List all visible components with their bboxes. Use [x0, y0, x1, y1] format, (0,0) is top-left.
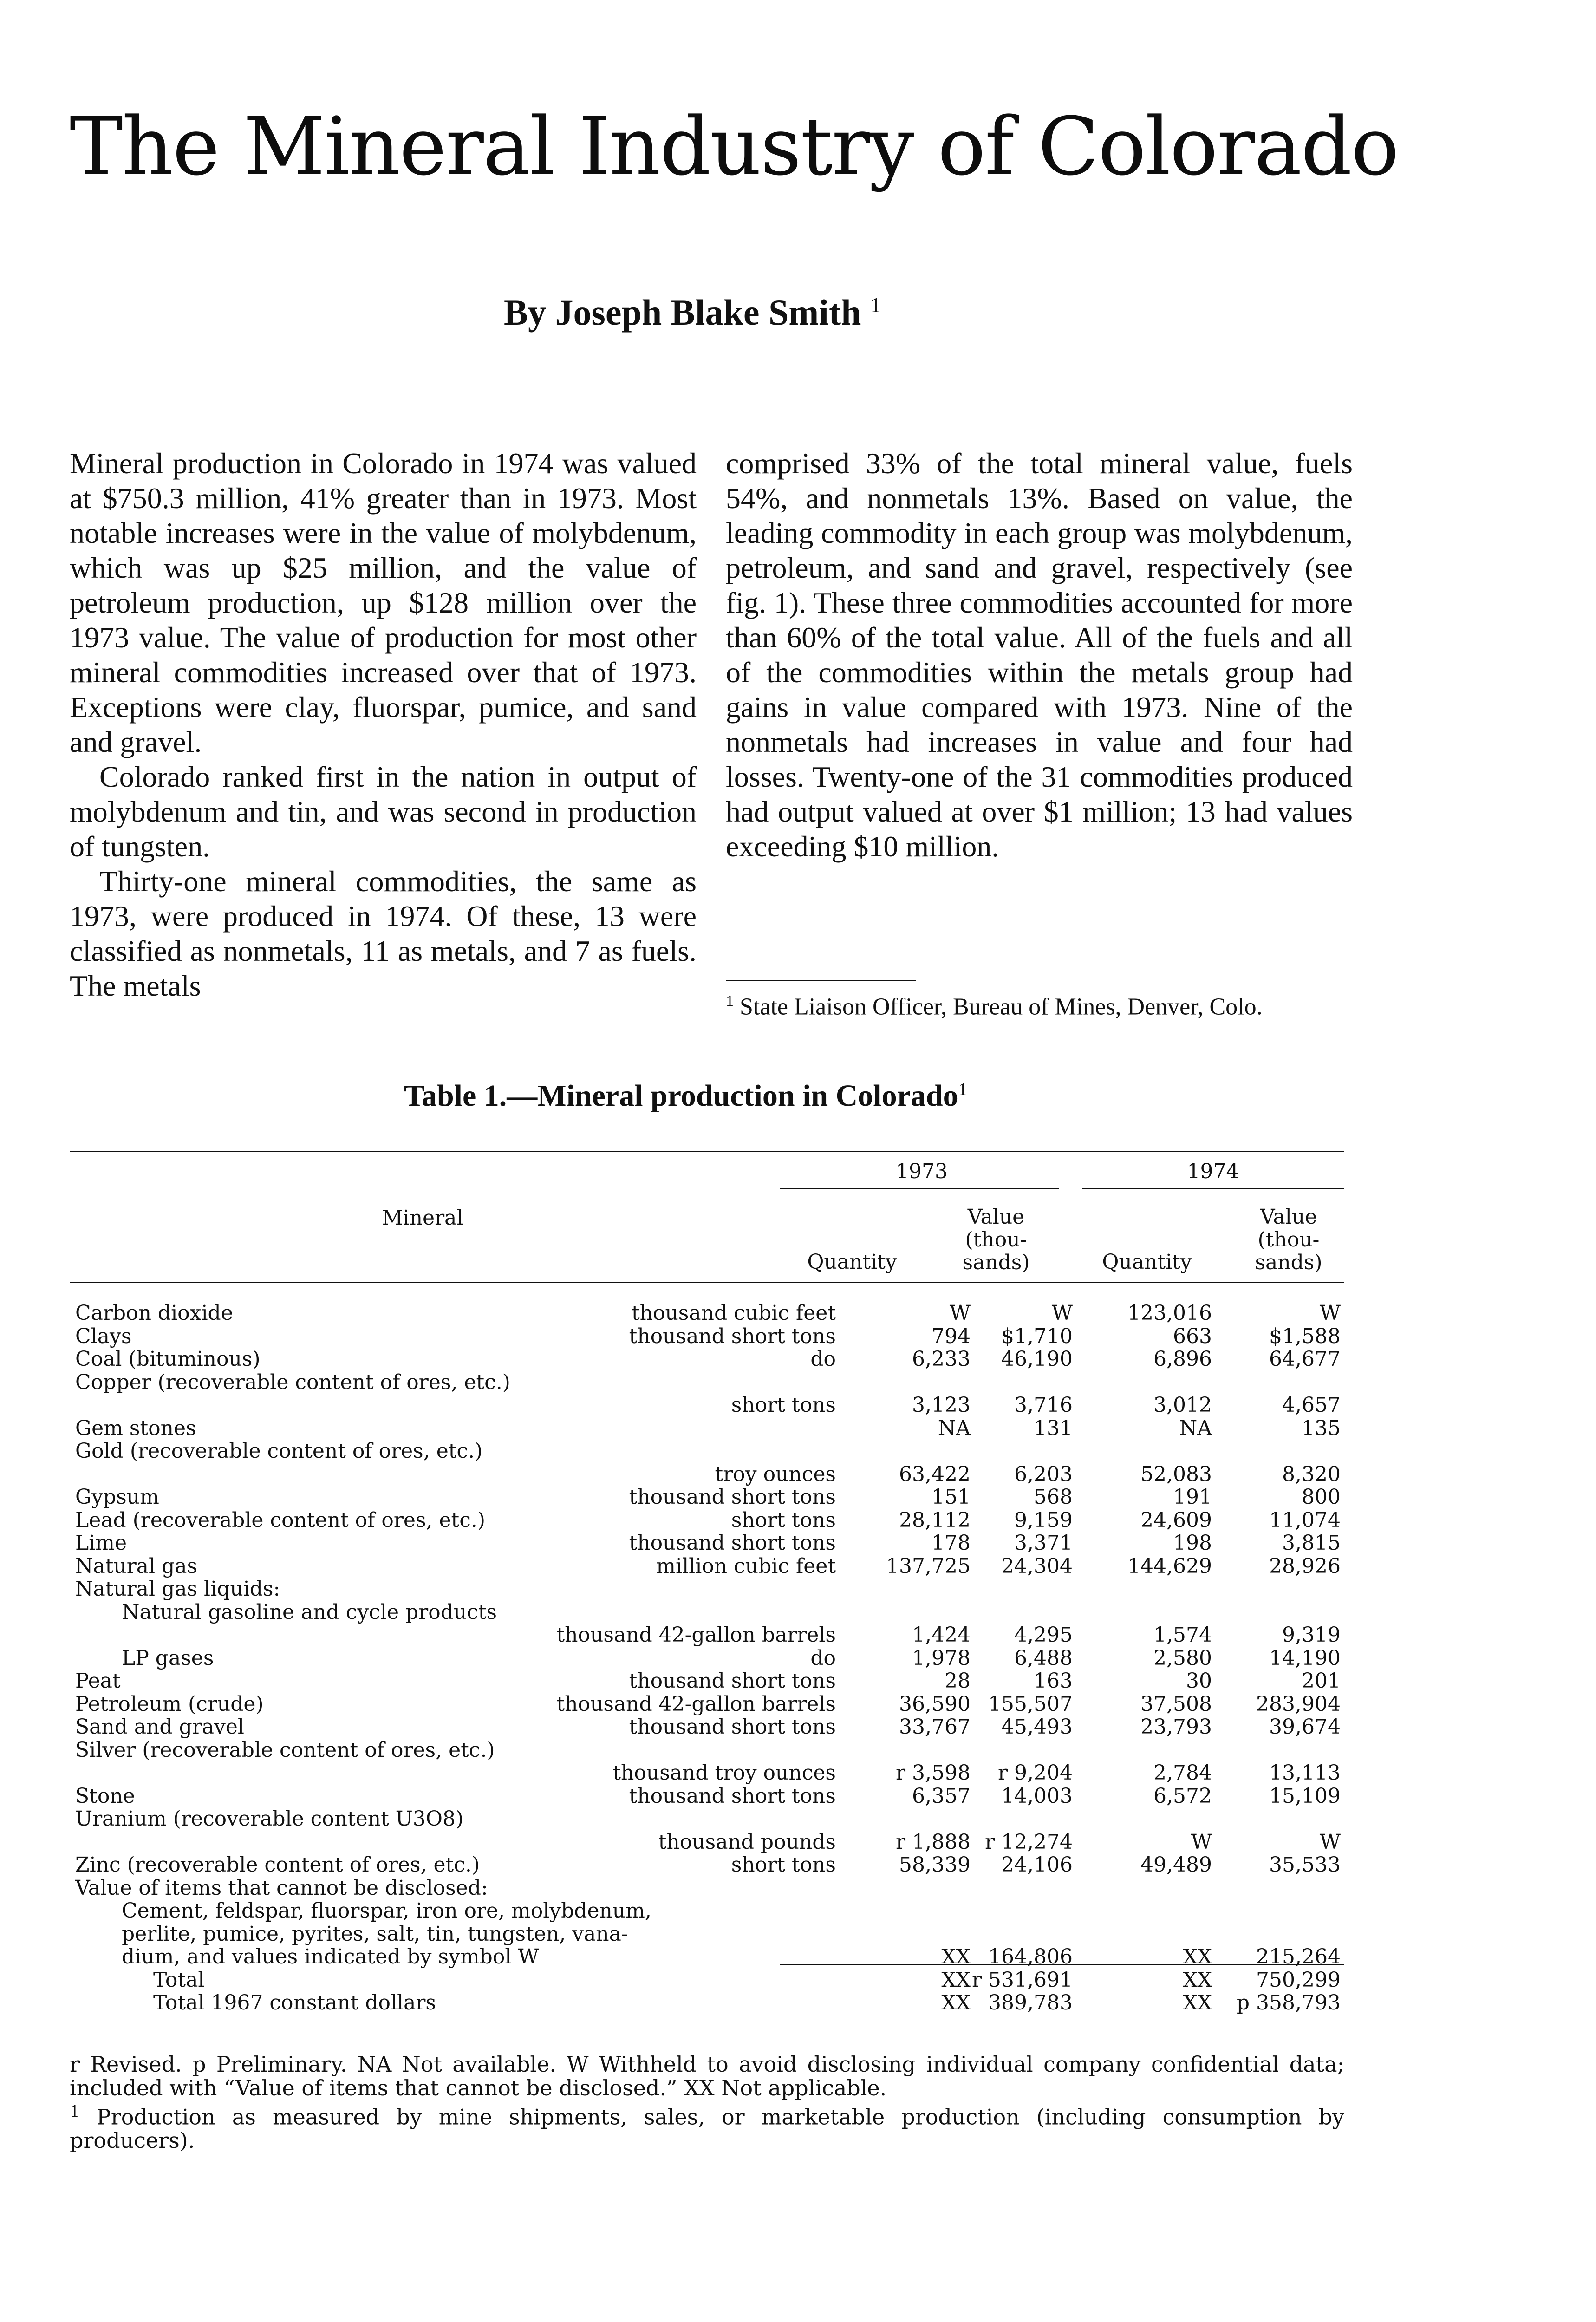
quantity-1974-cell: 3,012	[1153, 1393, 1212, 1417]
table-row	[70, 1624, 1344, 1647]
value-1973-cell: 24,304	[1001, 1554, 1073, 1578]
value-1973-cell: 4,295	[1014, 1623, 1073, 1647]
value-1974-cell: $1,588	[1269, 1324, 1341, 1348]
value-1974-cell: W	[1319, 1830, 1341, 1854]
value-1974-cell: 35,533	[1269, 1853, 1341, 1877]
quantity-1973-cell: r 1,888	[896, 1830, 971, 1854]
value-1973-cell: r 531,691	[972, 1968, 1073, 1992]
quantity-1973-cell: 6,357	[912, 1784, 971, 1808]
header-value-1974: Value (thou- sands)	[1255, 1205, 1322, 1274]
paragraph: Colorado ranked first in the nation in output of molybdenum and tin, and was second in production of tungsten.	[70, 760, 697, 863]
table-row	[70, 1647, 1344, 1670]
table-footnote-source: $^1$ Production as measured by mine shipments, sales, or marketable production (including consumption by producers).	[70, 2102, 1345, 2153]
quantity-1974-cell: NA	[1179, 1416, 1212, 1440]
footnote-mark: 1	[726, 992, 734, 1010]
author-footnote	[726, 988, 1353, 1020]
mineral-name: Stone	[75, 1784, 135, 1808]
value-1973-cell: W	[1051, 1301, 1073, 1325]
quantity-1974-cell: 2,580	[1153, 1646, 1212, 1670]
mineral-name: Value of items that cannot be disclosed:	[75, 1876, 488, 1900]
quantity-1973-cell: XX	[941, 1968, 971, 1992]
quantity-1974-cell: 191	[1173, 1485, 1212, 1509]
table-row	[70, 1417, 1344, 1440]
table-row	[70, 1693, 1344, 1716]
header-quantity-1973: Quantity	[807, 1250, 897, 1274]
table-footnote-legend: r Revised. p Preliminary. NA Not available. W Withheld to avoid disclosing individual company confidential data; included with “Value of items that cannot be disclosed.” XX Not applicable.	[70, 2052, 1344, 2100]
value-1974-cell: 14,190	[1269, 1646, 1341, 1670]
mineral-name: Carbon dioxide	[75, 1301, 233, 1325]
paragraph: Mineral production in Colorado in 1974 was valued at $750.3 million, 41% greater than in 1973. Most notable increases were in the value of molybdenum, which was up $25 million, and the value of petroleum production, up $128 million over the 1973 value. The value of production for most other mineral commodities increased over that of 1973. Exceptions were clay, fluorspar, pumice, and sand and gravel.	[70, 447, 697, 758]
mineral-name: Gypsum	[75, 1485, 159, 1509]
value-1973-cell: 568	[1034, 1485, 1073, 1509]
quantity-1973-cell: XX	[941, 1945, 971, 1969]
unit-label: thousand short tons	[629, 1531, 836, 1555]
value-1974-cell: 3,815	[1282, 1531, 1341, 1555]
table-row	[70, 1555, 1344, 1578]
table-row	[70, 1969, 1344, 1992]
mineral-name: Gem stones	[75, 1416, 196, 1440]
quantity-1974-cell: XX	[1183, 1991, 1212, 2015]
quantity-1973-cell: XX	[941, 1991, 971, 2015]
quantity-1973-cell: 33,767	[899, 1715, 971, 1739]
value-1973-cell: 24,106	[1001, 1853, 1073, 1877]
unit-label: do	[810, 1646, 836, 1670]
value-1974-cell: 28,926	[1269, 1554, 1341, 1578]
value-1973-cell: 6,203	[1014, 1462, 1073, 1486]
value-1973-cell: 9,159	[1014, 1508, 1073, 1532]
table-row	[70, 1761, 1344, 1785]
total-rule	[780, 1964, 1344, 1965]
header-value-1973: Value (thou- sands)	[962, 1205, 1030, 1274]
quantity-1973-cell: 28,112	[899, 1508, 971, 1532]
quantity-1973-cell: 151	[932, 1485, 971, 1509]
header-mineral: Mineral	[382, 1206, 463, 1230]
table-row	[70, 1325, 1344, 1348]
value-1973-cell: 46,190	[1001, 1347, 1073, 1371]
header-rule-1974	[1082, 1188, 1344, 1189]
mineral-name: Zinc (recoverable content of ores, etc.)	[75, 1853, 480, 1877]
value-1974-cell: W	[1319, 1301, 1341, 1325]
mineral-name: Total	[153, 1968, 205, 1992]
body-column-right	[726, 446, 1353, 864]
value-1973-cell: 14,003	[1001, 1784, 1073, 1808]
unit-label: thousand short tons	[629, 1485, 836, 1509]
unit-label: thousand pounds	[658, 1830, 836, 1854]
value-1973-cell: r 9,204	[998, 1761, 1073, 1785]
value-1973-cell: 155,507	[988, 1692, 1073, 1716]
quantity-1974-cell: W	[1191, 1830, 1212, 1854]
quantity-1974-cell: 2,784	[1153, 1761, 1212, 1785]
quantity-1973-cell: 58,339	[899, 1853, 971, 1877]
body-column-left	[70, 446, 697, 1003]
mineral-name: Lime	[75, 1531, 127, 1555]
quantity-1974-cell: 6,896	[1153, 1347, 1212, 1371]
table-row	[70, 1532, 1344, 1555]
quantity-1974-cell: 24,609	[1140, 1508, 1212, 1532]
table-row	[70, 1807, 1344, 1831]
table-row	[70, 1831, 1344, 1854]
quantity-1974-cell: 6,572	[1153, 1784, 1212, 1808]
author-note-mark: 1	[870, 293, 881, 317]
mineral-name: perlite, pumice, pyrites, salt, tin, tungsten, vana-	[122, 1922, 628, 1946]
unit-label: thousand cubic feet	[631, 1301, 836, 1325]
quantity-1974-cell: 52,083	[1140, 1462, 1212, 1486]
header-year-1973: 1973	[896, 1160, 948, 1183]
table-row	[70, 1394, 1344, 1417]
table-top-rule	[70, 1151, 1344, 1152]
mineral-name: Total 1967 constant dollars	[153, 1991, 436, 2015]
mineral-name: Cement, feldspar, fluorspar, iron ore, molybdenum,	[122, 1899, 651, 1923]
quantity-1973-cell: 1,424	[912, 1623, 971, 1647]
table-row	[70, 1739, 1344, 1762]
value-1974-cell: p 358,793	[1236, 1991, 1341, 2015]
mineral-name: Silver (recoverable content of ores, etc.)	[75, 1738, 495, 1762]
quantity-1973-cell: r 3,598	[896, 1761, 971, 1785]
mineral-name: Natural gas liquids:	[75, 1577, 280, 1601]
quantity-1973-cell: 178	[932, 1531, 971, 1555]
quantity-1973-cell: 28	[945, 1669, 971, 1693]
quantity-1974-cell: 198	[1173, 1531, 1212, 1555]
value-1973-cell: 163	[1034, 1669, 1073, 1693]
page-title: The Mineral Industry of Colorado	[70, 100, 1399, 193]
unit-label: thousand short tons	[629, 1324, 836, 1348]
unit-label: do	[810, 1347, 836, 1371]
mineral-name: Natural gasoline and cycle products	[122, 1600, 497, 1624]
quantity-1973-cell: 794	[932, 1324, 971, 1348]
mineral-name: Clays	[75, 1324, 132, 1348]
footnote-text: State Liaison Officer, Bureau of Mines, Denver, Colo.	[740, 993, 1263, 1020]
value-1974-cell: 15,109	[1269, 1784, 1341, 1808]
mineral-name: Copper (recoverable content of ores, etc.)	[75, 1370, 510, 1394]
quantity-1973-cell: 36,590	[899, 1692, 971, 1716]
header-year-1974: 1974	[1187, 1160, 1239, 1183]
table-body	[70, 1302, 1344, 2015]
quantity-1973-cell: 137,725	[886, 1554, 971, 1578]
value-1974-cell: 64,677	[1269, 1347, 1341, 1371]
unit-label: thousand 42-gallon barrels	[556, 1692, 836, 1716]
value-1973-cell: 164,806	[988, 1945, 1073, 1969]
value-1973-cell: 389,783	[988, 1991, 1073, 2015]
value-1974-cell: 800	[1302, 1485, 1341, 1509]
unit-label: thousand short tons	[629, 1669, 836, 1693]
unit-label: thousand troy ounces	[612, 1761, 836, 1785]
table-footnotes	[70, 2053, 1344, 2152]
table-row	[70, 1877, 1344, 1900]
value-1973-cell: $1,710	[1001, 1324, 1073, 1348]
table-row	[70, 1486, 1344, 1509]
quantity-1974-cell: XX	[1183, 1945, 1212, 1969]
paragraph: comprised 33% of the total mineral value, fuels 54%, and nonmetals 13%. Based on value, the leading commodity in each group was molybdenum, petroleum, and sand and gravel, respectively (see fig. 1). These three commodities accounted for more than 60% of the total value. All of the fuels and all of the commodities within the metals group had gains in value compared with 1973. Nine of the nonmetals had increases in value and four had losses. Twenty-one of the 31 commodities produced had output valued at over $1 million; 13 had values exceeding $10 million.	[726, 447, 1353, 863]
table-row	[70, 1923, 1344, 1946]
mineral-name: Sand and gravel	[75, 1715, 244, 1739]
quantity-1973-cell: 3,123	[912, 1393, 971, 1417]
value-1974-cell: 750,299	[1256, 1968, 1341, 1992]
table-row	[70, 1853, 1344, 1877]
value-1973-cell: r 12,274	[985, 1830, 1073, 1854]
value-1974-cell: 9,319	[1282, 1623, 1341, 1647]
table-title-text: Table 1.—Mineral production in Colorado	[404, 1079, 958, 1113]
unit-label: thousand short tons	[629, 1715, 836, 1739]
header-quantity-1974: Quantity	[1102, 1250, 1192, 1274]
table-row	[70, 1302, 1344, 1325]
quantity-1974-cell: 30	[1186, 1669, 1212, 1693]
value-1973-cell: 6,488	[1014, 1646, 1073, 1670]
quantity-1974-cell: 144,629	[1127, 1554, 1212, 1578]
quantity-1974-cell: 37,508	[1140, 1692, 1212, 1716]
value-1974-cell: 4,657	[1282, 1393, 1341, 1417]
table-row	[70, 1348, 1344, 1371]
value-1973-cell: 3,716	[1014, 1393, 1073, 1417]
table-title-mark: 1	[958, 1080, 967, 1099]
value-1974-cell: 201	[1302, 1669, 1341, 1693]
quantity-1973-cell: 63,422	[899, 1462, 971, 1486]
paragraph: Thirty-one mineral commodities, the same as 1973, were produced in 1974. Of these, 13 were classified as nonmetals, 11 as metals, and 7 as fuels. The metals	[70, 865, 697, 1002]
mineral-name: Lead (recoverable content of ores, etc.)	[75, 1508, 486, 1532]
table-row	[70, 1715, 1344, 1739]
unit-label: short tons	[731, 1853, 836, 1877]
table-row	[70, 1371, 1344, 1394]
mineral-name: Petroleum (crude)	[75, 1692, 264, 1716]
author-name: By Joseph Blake Smith	[504, 292, 861, 333]
table-title	[404, 1078, 1193, 1114]
quantity-1973-cell: NA	[938, 1416, 971, 1440]
mineral-name: Coal (bituminous)	[75, 1347, 261, 1371]
mineral-name: dium, and values indicated by symbol W	[122, 1945, 539, 1969]
table-row	[70, 1509, 1344, 1532]
unit-label: thousand short tons	[629, 1784, 836, 1808]
value-1974-cell: 39,674	[1269, 1715, 1341, 1739]
header-bottom-rule	[70, 1282, 1344, 1283]
quantity-1973-cell: W	[949, 1301, 971, 1325]
table-row	[70, 1578, 1344, 1601]
mineral-name: LP gases	[122, 1646, 214, 1670]
table-row	[70, 1670, 1344, 1693]
value-1974-cell: 11,074	[1269, 1508, 1341, 1532]
quantity-1973-cell: 6,233	[912, 1347, 971, 1371]
mineral-name: Natural gas	[75, 1554, 198, 1578]
value-1974-cell: 283,904	[1256, 1692, 1341, 1716]
quantity-1974-cell: 123,016	[1127, 1301, 1212, 1325]
table-row	[70, 1899, 1344, 1923]
quantity-1974-cell: 663	[1173, 1324, 1212, 1348]
value-1974-cell: 135	[1302, 1416, 1341, 1440]
mineral-name: Peat	[75, 1669, 121, 1693]
header-rule-1973	[780, 1188, 1059, 1189]
quantity-1974-cell: 23,793	[1140, 1715, 1212, 1739]
table-row	[70, 1601, 1344, 1624]
quantity-1974-cell: XX	[1183, 1968, 1212, 1992]
unit-label: thousand 42-gallon barrels	[556, 1623, 836, 1647]
unit-label: short tons	[731, 1393, 836, 1417]
quantity-1974-cell: 49,489	[1140, 1853, 1212, 1877]
table-row	[70, 1440, 1344, 1463]
quantity-1974-cell: 1,574	[1153, 1623, 1212, 1647]
unit-label: short tons	[731, 1508, 836, 1532]
table-row	[70, 1463, 1344, 1486]
value-1974-cell: 13,113	[1269, 1761, 1341, 1785]
unit-label: million cubic feet	[656, 1554, 836, 1578]
unit-label: troy ounces	[715, 1462, 836, 1486]
table-row	[70, 1991, 1344, 2015]
footnote-divider	[726, 980, 916, 981]
value-1974-cell: 8,320	[1282, 1462, 1341, 1486]
value-1974-cell: 215,264	[1256, 1945, 1341, 1969]
author-byline	[504, 292, 1247, 333]
table-row	[70, 1785, 1344, 1808]
quantity-1973-cell: 1,978	[912, 1646, 971, 1670]
value-1973-cell: 3,371	[1014, 1531, 1073, 1555]
value-1973-cell: 131	[1034, 1416, 1073, 1440]
value-1973-cell: 45,493	[1001, 1715, 1073, 1739]
mineral-name: Gold (recoverable content of ores, etc.)	[75, 1439, 483, 1463]
mineral-name: Uranium (recoverable content U3O8)	[75, 1807, 464, 1831]
